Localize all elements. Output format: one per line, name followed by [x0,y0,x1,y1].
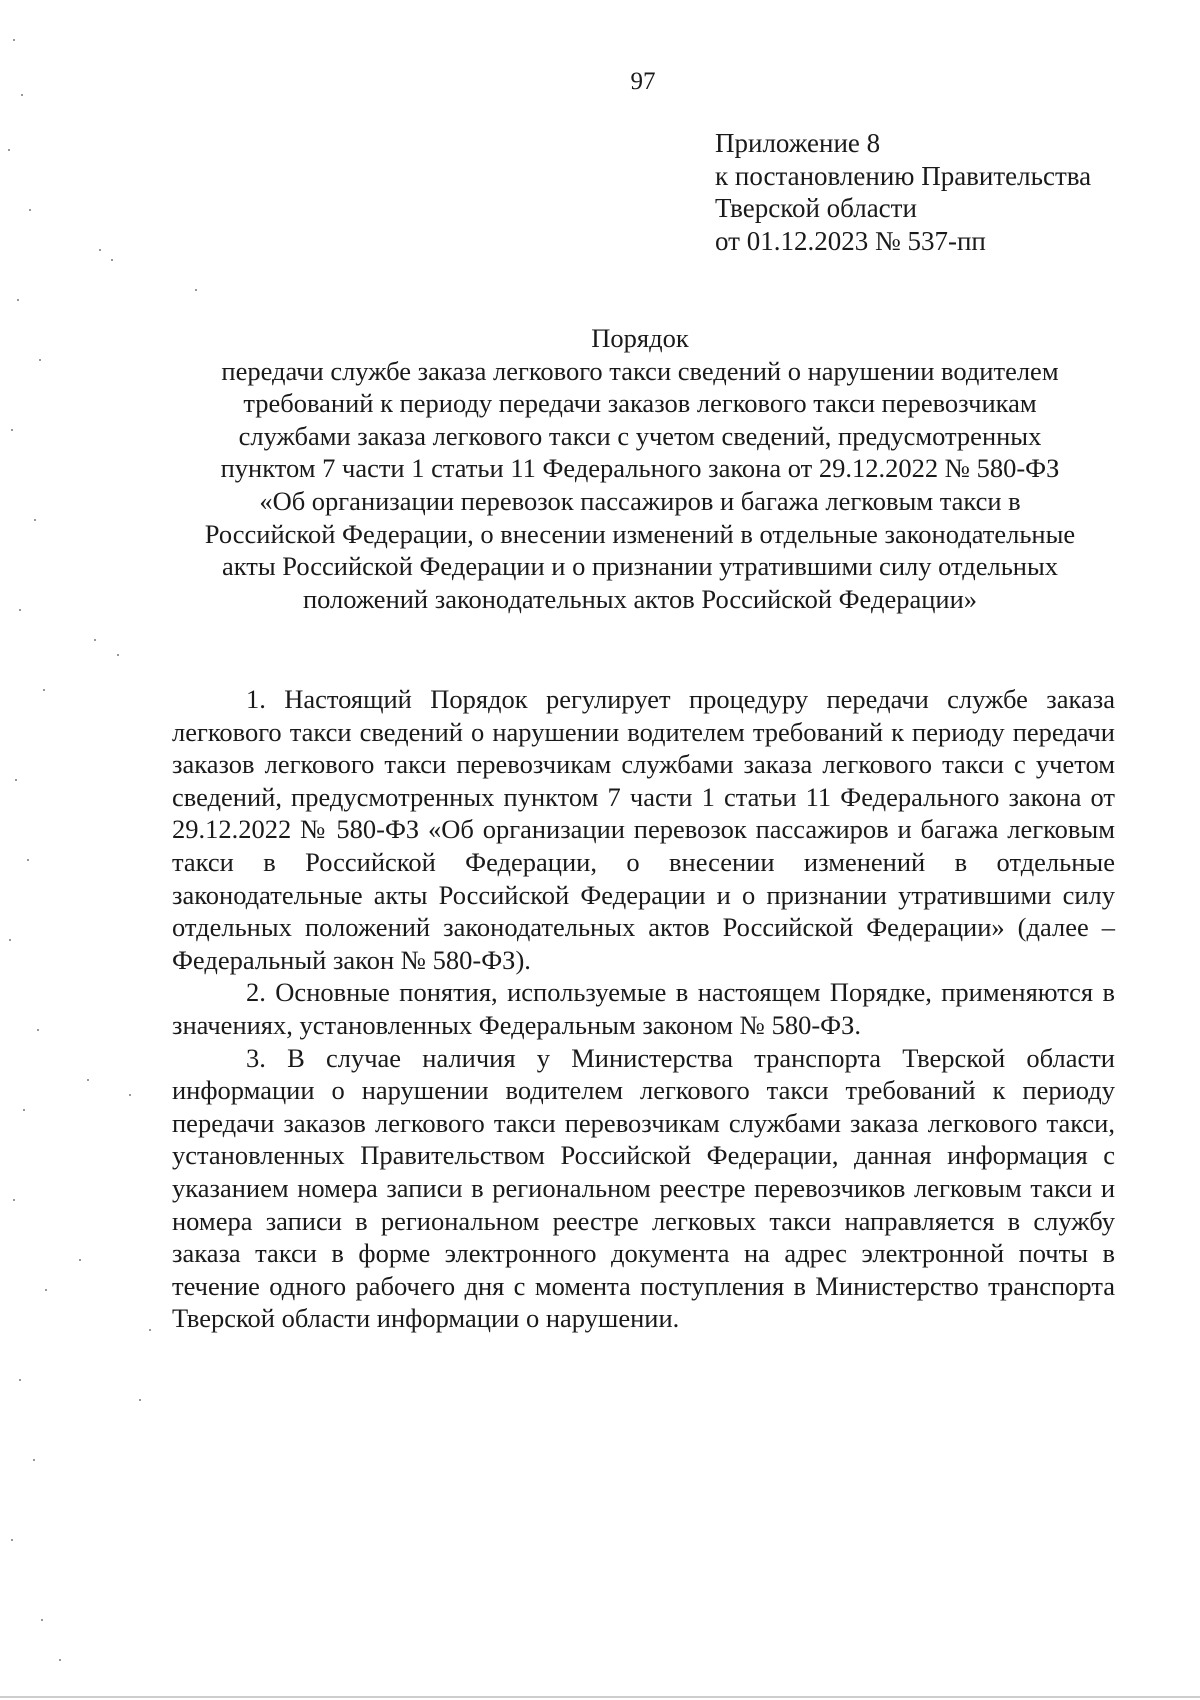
title-line: передачи службе заказа легкового такси сведений о нарушении водителем [221,355,1059,386]
appendix-line: к постановлению Правительства [715,160,1092,191]
appendix-block [715,127,1091,257]
page-number: 97 [630,68,656,95]
title-line: «Об организации перевозок пассажиров и багажа легковым такси в [259,485,1021,516]
paragraph-3: 3. В случае наличия у Министерства транспорта Тверской области информации о нарушении водителем легкового такси требований к периоду передачи заказов легкового такси перевозчикам службами заказа легкового такси, установленных Правительством Российской Федерации, данная информация с указанием номера записи в региональном реестре перевозчиков легковым такси и номера записи в региональном реестре легковых такси направляется в службу заказа такси в форме электронного документа на адрес электронной почты в течение одного рабочего дня с момента поступления в Министерство транспорта Тверской области информации о нарушении. [172,1042,1115,1334]
appendix-line: Приложение 8 [715,128,881,158]
title-line: положений законодательных актов Российской Федерации» [302,583,978,614]
paragraph-1: 1. Настоящий Порядок регулирует процедуру передачи службе заказа легкового такси сведений о нарушении водителем требований к периоду передачи заказов легкового такси перевозчикам службами заказа легкового такси с учетом сведений, предусмотренных пунктом 7 части 1 статьи 11 Федерального закона от 29.12.2022 № 580-ФЗ «Об организации перевозок пассажиров и багажа легковым такси в Российской Федерации, о внесении изменений в отдельные законодательные акты Российской Федерации и о признании утратившими силу отдельных положений законодательных актов Российской Федерации» (далее – Федеральный закон № 580-ФЗ). [172,684,1115,975]
title-heading: Порядок [591,323,689,353]
title-line: пунктом 7 части 1 статьи 11 Федерального закона от 29.12.2022 № 580-ФЗ [220,453,1060,484]
title-line: службами заказа легкового такси с учетом сведений, предусмотренных [238,420,1042,451]
paragraph-2: 2. Основные понятия, используемые в настоящем Порядке, применяются в значениях, установленных Федеральным законом № 580-ФЗ. [172,977,1115,1040]
document-title [160,322,1120,615]
title-line: требований к периоду передачи заказов легкового такси перевозчикам [243,388,1037,419]
document-body [172,683,1115,1335]
title-line: Российской Федерации, о внесении изменений в отдельные законодательные [204,518,1076,549]
appendix-line: Тверской области [715,193,917,223]
title-line: акты Российской Федерации и о признании утратившими силу отдельных [221,551,1059,582]
appendix-line: от 01.12.2023 № 537-пп [715,225,986,256]
